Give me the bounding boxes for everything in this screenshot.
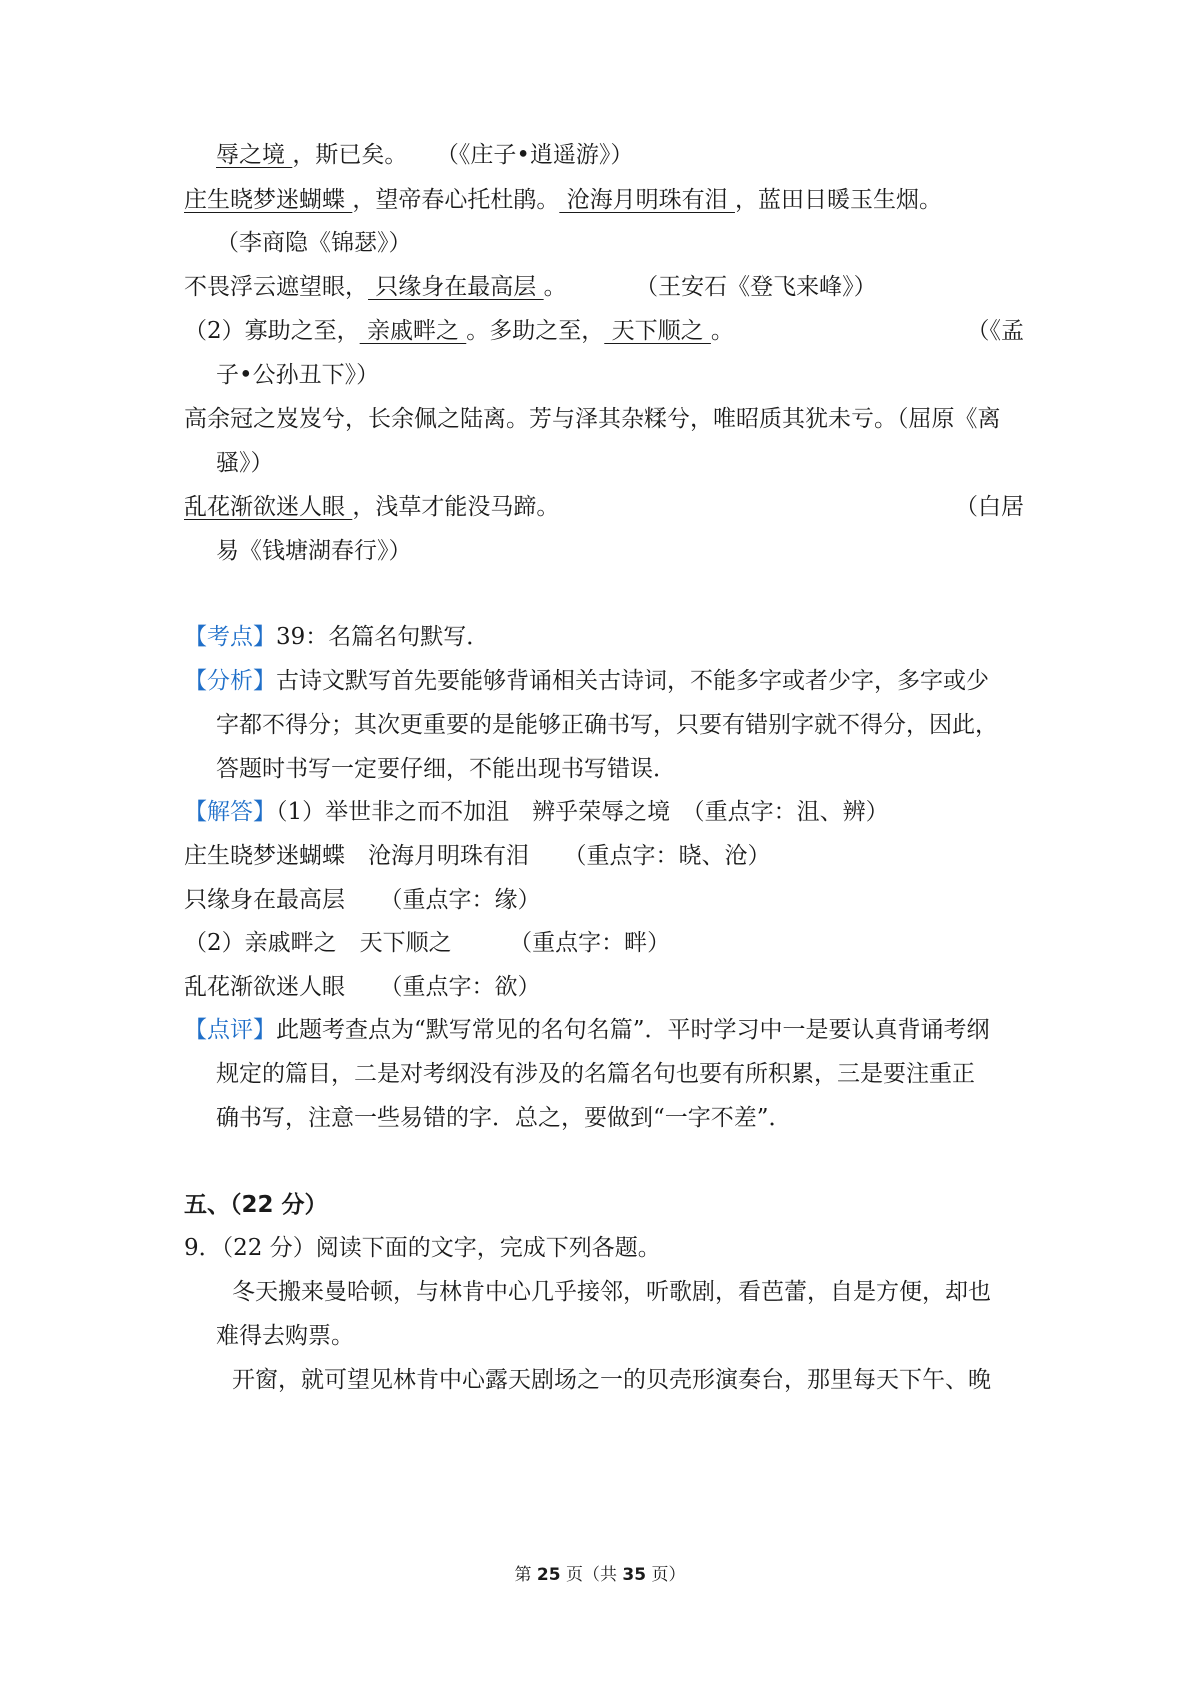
passage-line-1 (232, 1277, 991, 1307)
kaodian-tag: 【考点】 (184, 624, 276, 650)
question-text: 9．（22 分）阅读下面的文字，完成下列各题。 (184, 1235, 661, 1261)
fenxi-line-3 (216, 754, 676, 784)
footer-mid: 页（共 (566, 1565, 617, 1585)
passage-line-2 (216, 1321, 354, 1351)
jieda-text: 乱花渐欲迷人眼 （重点字：欲） (184, 974, 541, 1000)
jieda-line-2 (184, 841, 771, 871)
fenxi-tag: 【分析】 (184, 668, 276, 694)
source: 骚》） (216, 450, 274, 476)
jieda-text: 只缘身在最高层 （重点字：缘） (184, 887, 541, 913)
answer-line-10 (216, 536, 412, 566)
source: 子•公孙丑下》） (216, 362, 380, 388)
jieda-text: （2）亲戚畔之 天下顺之 （重点字：畔） (184, 930, 671, 956)
jieda-tag: 【解答】 (184, 799, 276, 825)
jieda-line-1 (184, 797, 889, 827)
passage-text: 开窗，就可望见林肯中心露天剧场之一的贝壳形演奏台，那里每天下午、晚 (232, 1367, 991, 1393)
footer-pre: 第 (514, 1565, 532, 1585)
question-9 (184, 1233, 661, 1263)
source: 易《钱塘湖春行》） (216, 538, 412, 564)
jieda-line-3 (184, 885, 541, 915)
source-right: （白居 (955, 494, 1024, 520)
jieda-text: 庄生晓梦迷蝴蝶 沧海月明珠有泪 （重点字：晓、沧） (184, 843, 771, 869)
text: ，浅草才能没马蹄。 (352, 494, 560, 520)
dianping-line-1 (184, 1015, 990, 1045)
text: ，望帝春心托杜鹃。 (352, 187, 560, 213)
answer-blank: 乱花渐欲迷人眼 (184, 494, 353, 520)
dianping-line-2 (216, 1059, 975, 1089)
text: （2）寡助之至， (184, 318, 360, 344)
fenxi-line-1 (184, 666, 989, 696)
text: 。 (710, 318, 734, 344)
page-footer (0, 1560, 1200, 1585)
text: 高余冠之岌岌兮，长余佩之陆离。芳与泽其杂糅兮，唯昭质其犹未亏。（屈原《离 (184, 406, 1001, 432)
source: （《庄子•逍遥游》） (447, 142, 634, 168)
answer-blank: 庄生晓梦迷蝴蝶 (184, 187, 353, 213)
answer-line-2 (184, 185, 942, 215)
passage-line-3 (232, 1365, 991, 1395)
passage-text: 冬天搬来曼哈顿，与林肯中心几乎接邻，听歌剧，看芭蕾，自是方便，却也 (232, 1279, 991, 1305)
answer-line-1 (216, 140, 633, 170)
answer-line-4 (184, 272, 877, 302)
fenxi-line-2 (216, 710, 998, 740)
dianping-text: 确书写，注意一些易错的字．总之，要做到“一字不差”． (216, 1105, 792, 1131)
answer-line-9 (184, 492, 559, 522)
fenxi-text: 古诗文默写首先要能够背诵相关古诗词，不能多字或者少字，多字或少 (276, 668, 989, 694)
answer-line-8 (216, 448, 274, 478)
dianping-tag: 【点评】 (184, 1017, 276, 1043)
text: 。多助之至， (466, 318, 605, 344)
dianping-text: 此题考查点为“默写常见的名句名篇”．平时学习中一是要认真背诵考纲 (276, 1017, 990, 1043)
section-heading: 五、（22 分） (184, 1192, 328, 1218)
fenxi-text: 答题时书写一定要仔细，不能出现书写错误． (216, 756, 676, 782)
answer-blank: 天下顺之 (604, 318, 711, 344)
text: 。 (543, 274, 567, 300)
answer-blank: 亲戚畔之 (359, 318, 467, 344)
text: ，斯已矣。 (292, 142, 408, 168)
answer-blank: 沧海月明珠有泪 (559, 187, 735, 213)
answer-line-3 (216, 228, 412, 258)
jieda-line-5 (184, 972, 541, 1002)
jieda-line-4 (184, 928, 670, 958)
text: 不畏浮云遮望眼， (184, 274, 368, 300)
dianping-line-3 (216, 1103, 792, 1133)
page-number: 25 (536, 1565, 561, 1585)
total-pages: 35 (622, 1565, 647, 1585)
jieda-text: （1）举世非之而不加沮 辨乎荣辱之境 （重点字：沮、辨） (276, 799, 889, 825)
footer-post: 页） (651, 1565, 686, 1585)
answer-line-5 (184, 316, 734, 346)
answer-blank: 辱之境 (216, 142, 293, 168)
dianping-text: 规定的篇目，二是对考纲没有涉及的名篇名句也要有所积累，三是要注重正 (216, 1061, 975, 1087)
text: ，蓝田日暖玉生烟。 (734, 187, 942, 213)
fenxi-text: 字都不得分；其次更重要的是能够正确书写，只要有错别字就不得分，因此， (216, 712, 998, 738)
source: （李商隐《锦瑟》） (216, 230, 412, 256)
answer-blank: 只缘身在最高层 (368, 274, 544, 300)
source: （王安石《登飞来峰》） (646, 274, 877, 300)
answer-line-6 (216, 360, 379, 390)
answer-line-7 (184, 404, 1001, 434)
passage-text: 难得去购票。 (216, 1323, 354, 1349)
kaodian-text: 39：名篇名句默写． (276, 624, 490, 650)
kaodian-line (184, 622, 489, 652)
source-right: （《孟 (966, 318, 1024, 344)
